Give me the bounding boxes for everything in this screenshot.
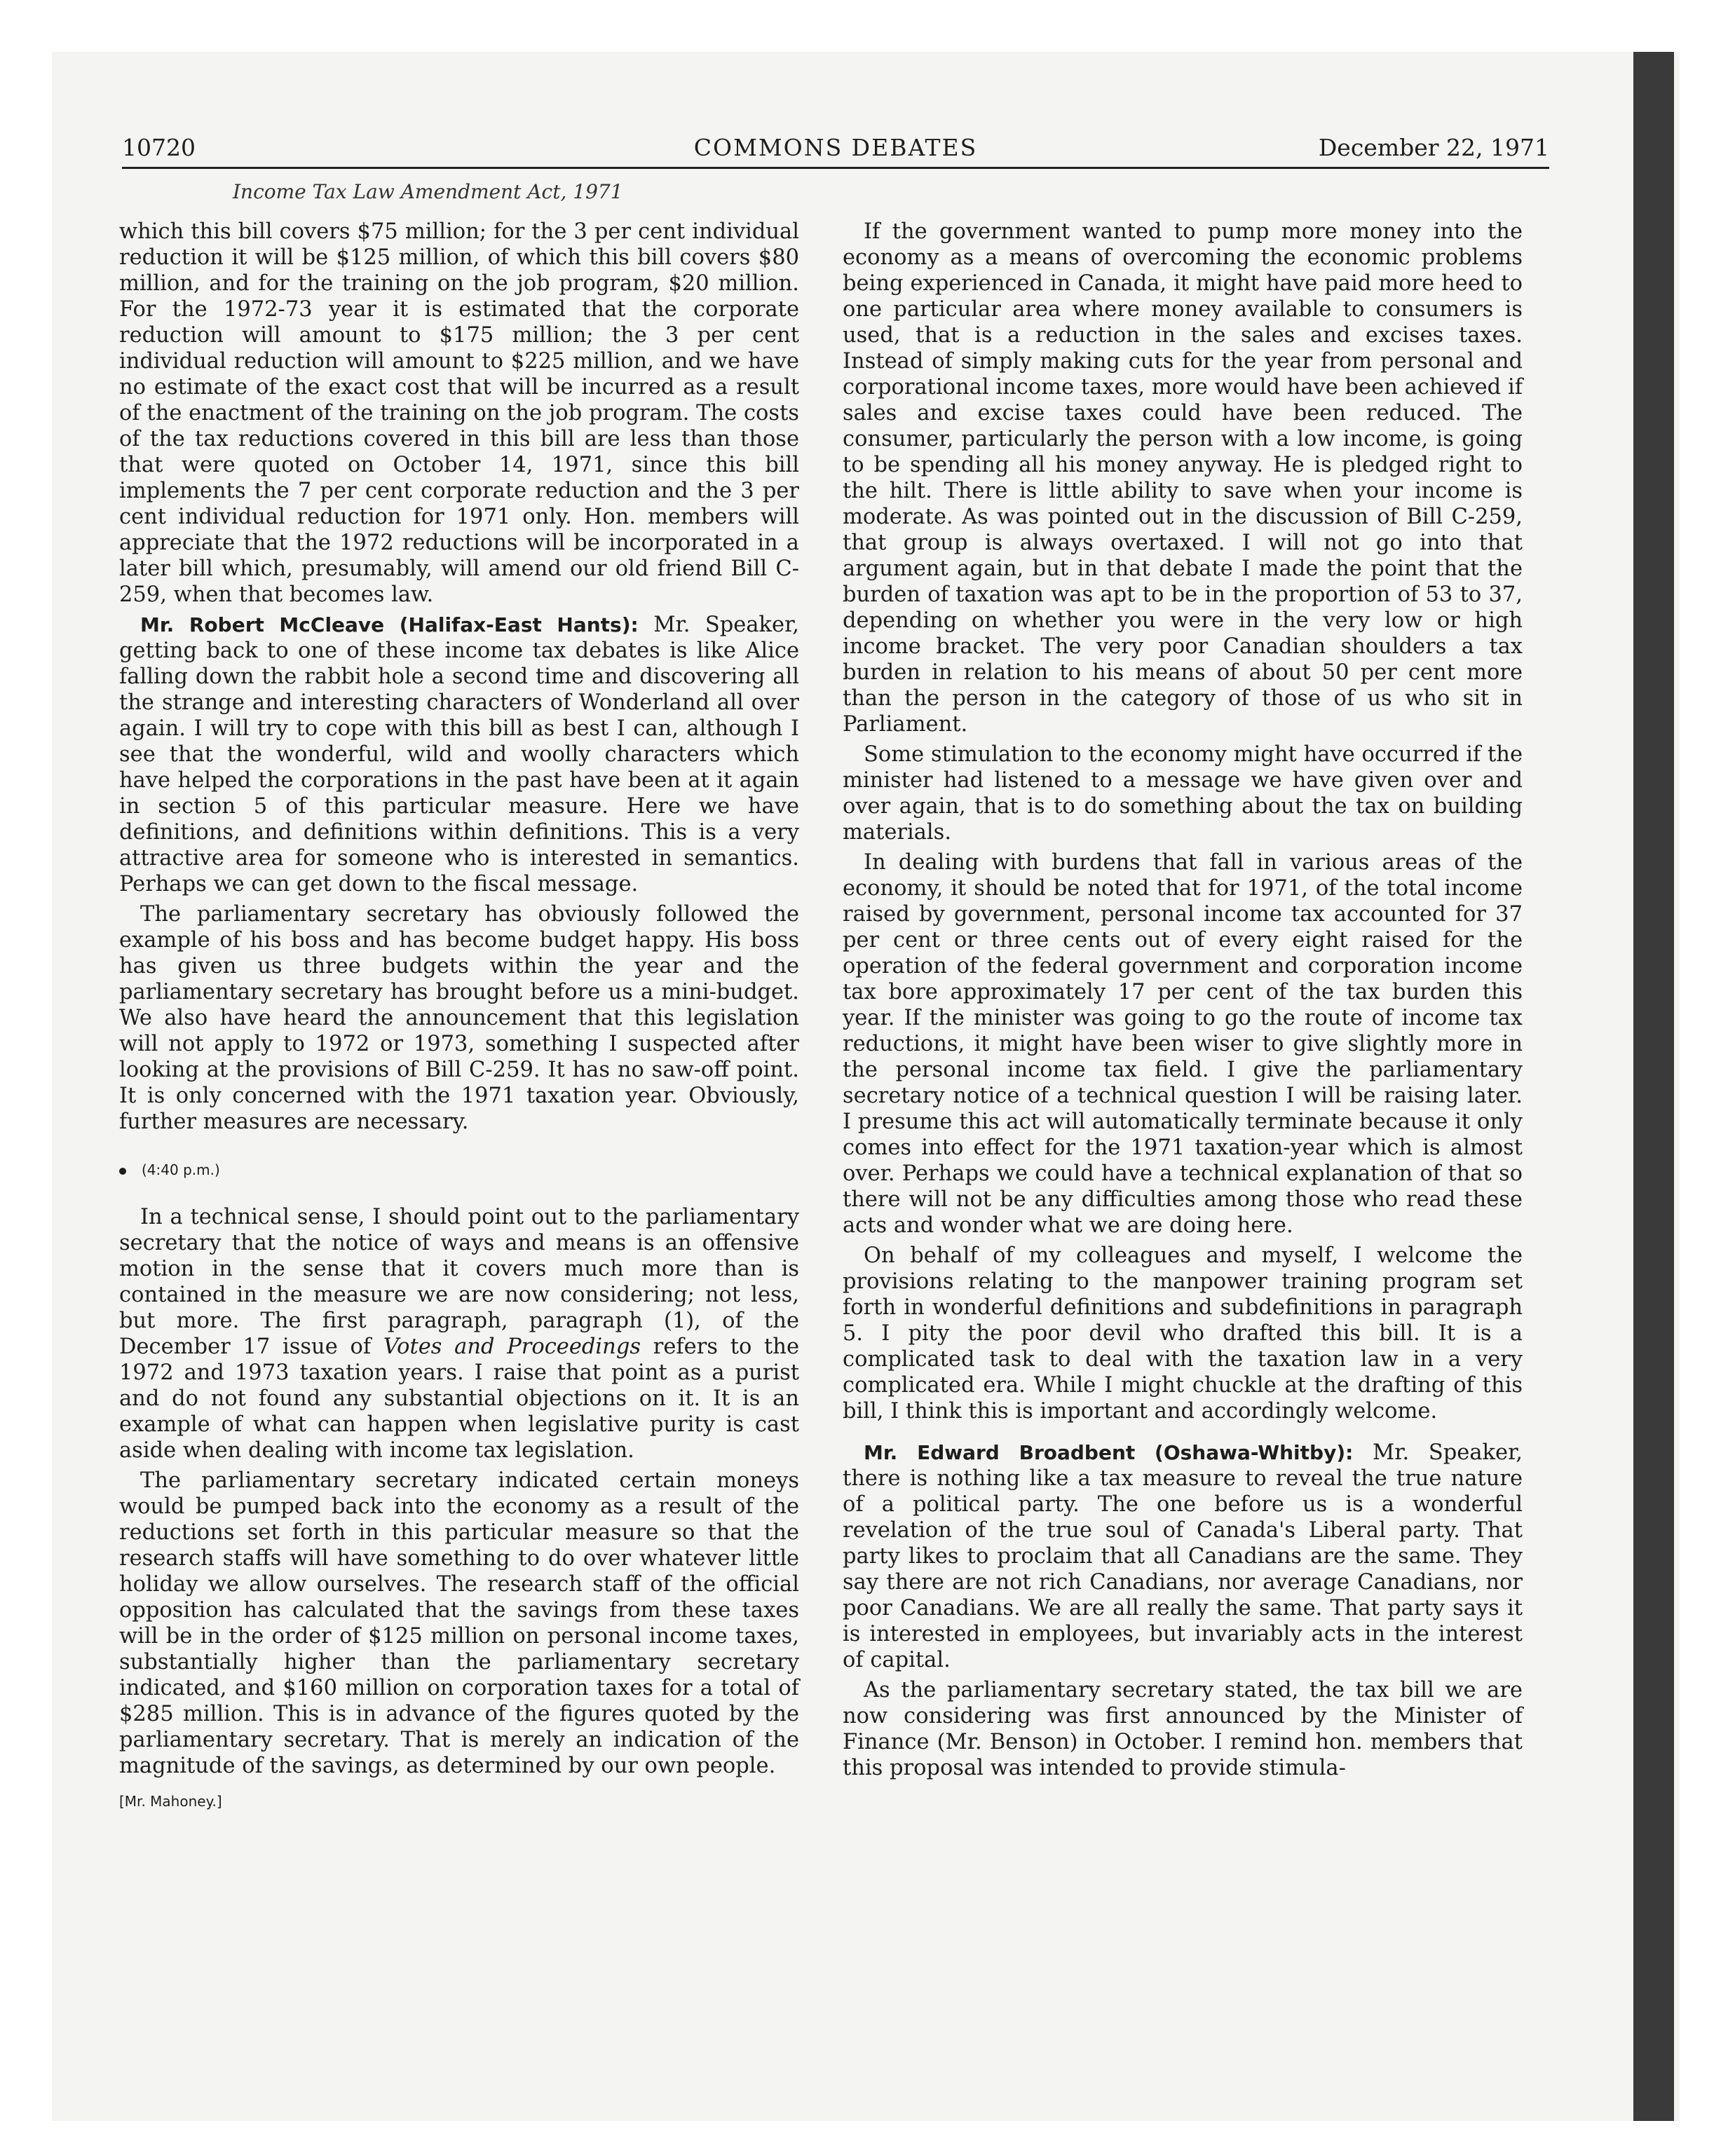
paragraph xyxy=(119,1204,799,1464)
speech-text: Mr. Speaker, getting back to one of these income tax debates is like Alice falling down the rabbit hole a second time and discovering all the strange and interesting characters of Wonderland all over again. I will try to cope with this bill as best I can, although I see that the wonderful, wild and woolly characters which have helped the corporations in the past have been at it again in section 5 of this particular measure. Here we have definitions, and definitions within definitions. This is a very attractive area for someone who is interested in semantics. Perhaps we can get down to the fiscal message. xyxy=(119,613,799,896)
time-stamp xyxy=(119,1157,799,1183)
page-header xyxy=(122,132,1549,169)
bullet-icon xyxy=(119,1168,126,1175)
speaker-attribution: [Mr. Mahoney.] xyxy=(119,1793,222,1810)
paragraph: As the parliamentary secretary stated, the tax bill we are now considering was first announced by the Minister of Finance (Mr. Benson) in October. I remind hon. members that this proposal was intended to provide stimula- xyxy=(843,1678,1523,1780)
left-column xyxy=(119,219,799,1815)
scan-edge-bar xyxy=(1633,52,1674,2121)
paragraph: In dealing with burdens that fall in various areas of the economy, it should be noted that for 1971, of the total income raised by government, personal income tax accounted for 37 per cent or three cents out of every eight raised for the operation of the federal government and corporation income tax bore approximately 17 per cent of the tax burden this year. If the minister was going to go the route of income tax reductions, it might have been wiser to give slightly more in the personal income tax field. I give the parliamentary secretary notice of a technical question I will be raising later. I presume this act will automatically terminate because it only comes into effect for the 1971 taxation-year which is almost over. Perhaps we could have a technical explanation of that so there will not be any difficulties among those who read these acts and wonder what we are doing here. xyxy=(843,850,1523,1238)
publication-reference: Votes and Proceedings xyxy=(383,1335,641,1359)
speech-paragraph xyxy=(843,1440,1523,1673)
speech-paragraph xyxy=(119,612,799,897)
speaker-name: Mr. Edward Broadbent (Oshawa-Whitby): xyxy=(864,1441,1354,1464)
paragraph: On behalf of my colleagues and myself, I welcome the provisions relating to the manpower training program set forth in wonderful definitions and subdefinitions in paragraph 5. I pity the poor devil who drafted this bill. It is a complicated task to deal with the taxation law in a very complicated era. While I might chuckle at the drafting of this bill, I think this is important and accordingly welcome. xyxy=(843,1243,1523,1424)
right-column xyxy=(843,219,1523,1781)
paragraph: which this bill covers $75 million; for the 3 per cent individual reduction it will be $125 million, of which this bill covers $80 million, and for the training on the job program, $20 million. For the 1972-73 year it is estimated that the corporate reduction will amount to $175 million; the 3 per cent individual reduction will amount to $225 million, and we have no estimate of the exact cost that will be incurred as a result of the enactment of the training on the job program. The costs of the tax reductions covered in this bill are less than those that were quoted on October 14, 1971, since this bill implements the 7 per cent corporate reduction and the 3 per cent individual reduction for 1971 only. Hon. members will appreciate that the 1972 reductions will be incorporated in a later bill which, presumably, will amend our old friend Bill C-259, when that becomes law. xyxy=(119,219,799,607)
page-number: 10720 xyxy=(122,134,196,161)
speaker-name: Mr. Robert McCleave (Halifax-East Hants): xyxy=(140,613,639,636)
time-stamp-text: (4:40 p.m.) xyxy=(142,1161,220,1178)
paragraph: Some stimulation to the economy might have occurred if the minister had listened to a message we have given over and over again, that is to do something about the tax on building materials. xyxy=(843,742,1523,845)
paragraph-text: refers to the 1972 and 1973 taxation years. I raise that point as a purist and do not found any substantial objections on it. It is an example of what can happen when legislative purity is cast aside when dealing with income tax legislation. xyxy=(119,1335,800,1463)
publication-date: December 22, 1971 xyxy=(1318,134,1549,161)
paragraph: The parliamentary secretary indicated certain moneys would be pumped back into the economy as a result of the reductions set forth in this particular measure so that the research staffs will have something to do over whatever little holiday we allow ourselves. The research staff of the official opposition has calculated that the savings from these taxes will be in the order of $125 million on personal income taxes, substantially higher than the parliamentary secretary indicated, and $160 million on corporation taxes for a total of $285 million. This is in advance of the figures quoted by the parliamentary secretary. That is merely an indication of the magnitude of the savings, as determined by our own people. xyxy=(119,1468,799,1778)
paragraph-text: In a technical sense, I should point out to the parliamentary secretary that the notice of ways and means is an offensive motion in the sense that it covers much more than is contained in the measure we are now considering; not less, but more. The first paragraph, paragraph (1), of the December 17 issue of xyxy=(119,1205,799,1359)
speech-text: Mr. Speaker, there is nothing like a tax measure to reveal the true nature of a political party. The one before us is a wonderful revelation of the true soul of Canada's Liberal party. That party likes to proclaim that all Canadians are the same. They say there are not rich Canadians, nor average Canadians, nor poor Canadians. We are all really the same. That party says it is interested in employees, but invariably acts in the interest of capital. xyxy=(843,1440,1523,1672)
running-head: Income Tax Law Amendment Act, 1971 xyxy=(233,180,623,203)
paragraph: If the government wanted to pump more money into the economy as a means of overcoming the economic problems being experienced in Canada, it might have paid more heed to one particular area where money available to consumers is used, that is a reduction in the sales and excises taxes. Instead of simply making cuts for the year from personal and corporational income taxes, more would have been achieved if sales and excise taxes could have been reduced. The consumer, particularly the person with a low income, is going to be spending all his money anyway. He is pledged right to the hilt. There is little ability to save when your income is moderate. As was pointed out in the discussion of Bill C-259, that group is always overtaxed. I will not go into that argument again, but in that debate I made the point that the burden of taxation was apt to be in the proportion of 53 to 37, depending on whether you were in the very low or high income bracket. The very poor Canadian shoulders a tax burden in relation to his means of about 50 per cent more than the person in the category of those of us who sit in Parliament. xyxy=(843,219,1523,737)
paragraph: The parliamentary secretary has obviously followed the example of his boss and has become budget happy. His boss has given us three budgets within the year and the parliamentary secretary has brought before us a mini-budget. We also have heard the announcement that this legislation will not apply to 1972 or 1973, something I suspected after looking at the provisions of Bill C-259. It has no saw-off point. It is only concerned with the 1971 taxation year. Obviously, further measures are necessary. xyxy=(119,902,799,1134)
publication-title: COMMONS DEBATES xyxy=(693,134,978,161)
